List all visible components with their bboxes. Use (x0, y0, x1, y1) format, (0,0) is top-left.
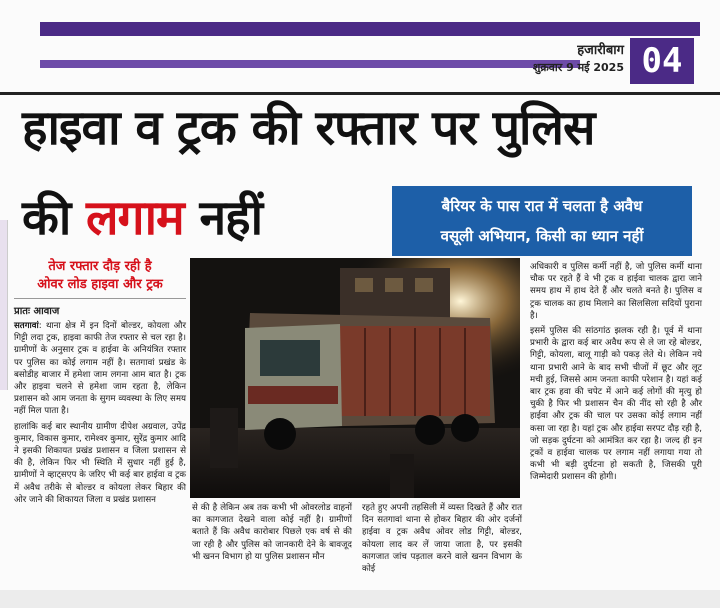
headline-prefix: की (22, 190, 71, 246)
article-deck (14, 258, 186, 299)
article-column-1 (14, 258, 186, 506)
next-article-edge (0, 590, 720, 608)
article-dateline: सतगावां (14, 321, 39, 331)
headline-line-1: हाइवा व ट्रक की रफ्तार पर पुलिस (22, 100, 595, 156)
article-paragraph: इसमें पुलिस की सांठगांठ झलक रही है। पूर्व में थाना प्रभारी के द्वारा कई बार अवैध रूप से ले जा रहे बोल्डर, गिट्टी, कोयला, बालू गाड़ी को पकड़ लेते थे। लेकिन नये थाना प्रभारी आने के बाद सभी चीजों में छूट और लूट मची हुई, जिससे आम जनता काफी परेशान है। यहां कई बार ट्रक हवा की चपेट में आने कई लोगों की मृत्यु हो चुकी है फिर भी प्रशासन चैन की नींद सो रही है और हाईवा और ट्रक की चाल पर उसका कोई लगाम नहीं कसा जा रहा है। यहां ट्रक और हाईवा सरपट दौड़ रही है, जो सड़क दुर्घटना को आमंत्रित कर रहा है। जल्द ही इन ट्रकों व हाईवा चालक पर लगाम नहीं लगाया गया तो कभी भी बड़ी दुर्घटना हो सकती है, जिसकी पूरी जिम्मेदारी प्रशासन की होगी। (530, 326, 702, 483)
headline-line-2 (22, 190, 262, 246)
article-paragraph: हालांकि कई बार स्थानीय ग्रामीण दीपेश अग्रवाल, उपेंद्र कुमार, विकास कुमार, रामेश्वर कुमार, सुरेंद्र कुमार आदि ने इसकी शिकायत प्रखंड प्रशासन व जिला प्रशासन से की है, लेकिन फिर भी स्थिति में सुधार नहीं हुई है, ग्रामीणों ने व्हाट्सएप के जरिए भी कई बार हाईवा व ट्रक में अवैध तरीके से बोल्डर व कोयला लेकर बिहार की ओर जाने की शिकायत जिला व प्रखंड प्रशासन (14, 421, 186, 505)
subhead-box (392, 186, 692, 256)
article-column-3: रहते हुए अपनी तहसिली में व्यस्त दिखते हैं और रात दिन सतगावां थाना से होकर बिहार की ओर दर्जनों हाईवा व ट्रक अवैध ओवर लोड गिट्टी, बोल्डर, कोयला लाद कर लें जाया जाता है, पर इसकी कागजात जांच पड़ताल करने वाले खनन विभाग के कोई (362, 503, 522, 575)
masthead-bar (40, 22, 700, 36)
headline-highlight: लगाम (86, 190, 184, 246)
headline-suffix: नहीं (199, 190, 263, 246)
truck-photo (190, 258, 520, 498)
article-byline: प्रातः आवाज (14, 306, 60, 317)
article-paragraph: अधिकारी व पुलिस कर्मी नहीं है, जो पुलिस कर्मी थाना चौक पर रहते हैं वे भी ट्रक व हाईवा चालक द्वारा जाने समय हाथ में हाथ देते हैं और चलते बनते है। पुलिस व ट्रक चालक का हाथ मिलाने का सिलसिला सदियों पुराना है। (530, 262, 702, 321)
article-paragraph (14, 320, 186, 418)
masthead-bar-lower (40, 60, 580, 68)
masthead-place: हजारीबाग (577, 43, 624, 58)
article-para-1-text: : थाना क्षेत्र में इन दिनों बोल्डर, कोयला और गिट्टी लदा ट्रक, हाइवा काफी तेज रफ्तार से चल रहा है। ग्रामीणों के अनुसार ट्रक व हाईवा के अनियंत्रित रफ्तार पर पुलिस का कोई लगाम नहीं है। सतगावां प्रखंड के बसोडीह बाजार में हमेशा जाम लगना आम बात है। ट्रक और हाइवा चलने से हमेशा जाम रहता है, लेकिन प्रशासन को आम जनता के सुगम व्यवस्था के लिए समय नहीं मिल पाता है। (14, 321, 186, 417)
deck-line-2: ओवर लोड हाइवा और ट्रक (37, 277, 163, 292)
adjacent-page-edge (0, 220, 8, 390)
article-column-2: से की है लेकिन अब तक कभी भी ओवरलोड वाहनों का कागजात देखने वाला कोई नहीं है। ग्रामीणों बताते हैं कि अवैध कारोबार पिछले एक वर्ष से की जा रही है और पुलिस को जानकारी देने के बावजूद भी खनन विभाग हो या पुलिस प्रशासन मौन (192, 503, 352, 562)
masthead-divider (0, 92, 720, 95)
article-column-4 (530, 258, 702, 484)
article-body-1 (14, 320, 186, 506)
subhead-line-1: बैरियर के पास रात में चलता है अवैध (441, 197, 643, 215)
deck-line-1: तेज रफ्तार दौड़ रही है (48, 259, 152, 274)
subhead-line-2: वसूली अभियान, किसी का ध्यान नहीं (440, 227, 644, 245)
masthead-date: शुक्रवार 9 मई 2025 (532, 61, 624, 74)
page-number: 04 (630, 38, 694, 84)
